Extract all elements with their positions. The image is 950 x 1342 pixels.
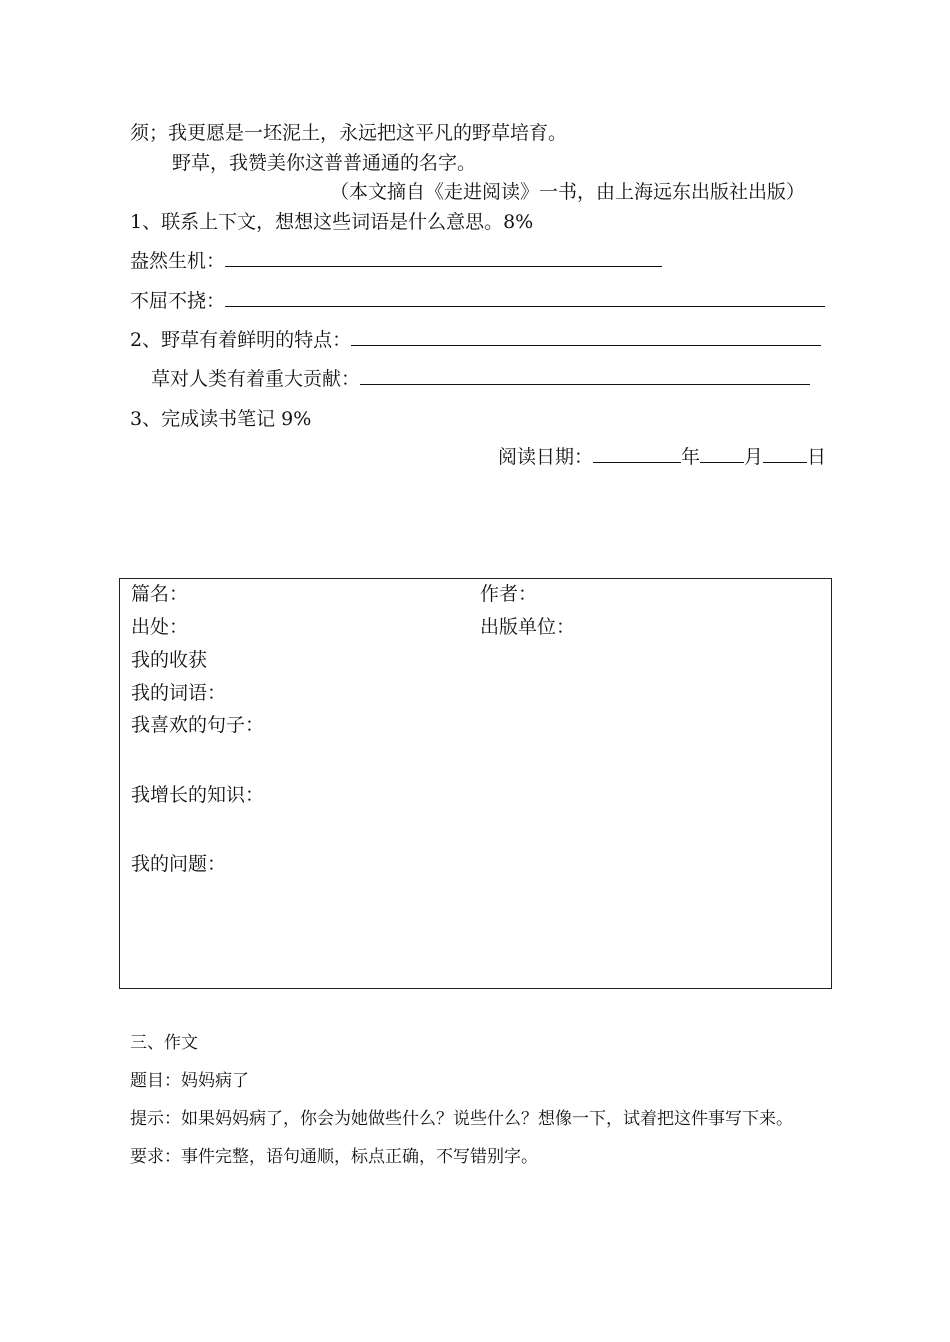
notes-source-label: 出处： [131, 616, 189, 638]
word-1-row [130, 246, 662, 273]
word-1-answer-blank[interactable] [225, 248, 662, 267]
question-2-sub-prompt: 草对人类有着重大贡献： [151, 368, 361, 390]
reading-date-label: 阅读日期： [498, 446, 594, 468]
month-label: 月 [744, 446, 764, 468]
question-2-answer-blank[interactable] [351, 327, 821, 346]
question-2-sub-row [151, 364, 810, 391]
question-2-sub-answer-blank[interactable] [360, 366, 810, 385]
day-label: 日 [807, 446, 827, 468]
reading-notes-box [119, 578, 832, 989]
passage-line-2: 野草，我赞美你这普普通通的名字。 [172, 152, 477, 174]
passage-source: （本文摘自《走进阅读》一书，由上海远东出版社出版） [330, 181, 806, 203]
notes-publisher-label: 出版单位： [480, 616, 576, 638]
question-2-prompt: 2、野草有着鲜明的特点： [130, 329, 352, 351]
notes-title-label: 篇名： [131, 583, 189, 605]
notes-questions-label: 我的问题： [131, 853, 227, 875]
reading-date-row [498, 442, 826, 469]
year-blank[interactable] [593, 444, 681, 463]
word-2-answer-blank[interactable] [225, 288, 825, 307]
question-2-row [130, 325, 821, 352]
word-2-row [130, 286, 825, 313]
question-3-prompt: 3、完成读书笔记 9% [130, 408, 312, 430]
essay-hint: 提示：如果妈妈病了，你会为她做些什么？说些什么？想像一下，试着把这件事写下来。 [130, 1109, 793, 1129]
notes-sentences-label: 我喜欢的句子： [131, 714, 265, 736]
notes-gains-label: 我的收获 [131, 649, 208, 671]
passage-line-1: 须；我更愿是一坯泥土，永远把这平凡的野草培育。 [130, 122, 568, 144]
word-2-label: 不屈不挠： [130, 290, 226, 312]
essay-heading: 三、作文 [130, 1033, 198, 1053]
question-1-prompt: 1、联系上下文，想想这些词语是什么意思。8% [130, 211, 534, 233]
notes-knowledge-label: 我增长的知识： [131, 784, 265, 806]
essay-requirement: 要求：事件完整，语句通顺，标点正确，不写错别字。 [130, 1147, 538, 1167]
notes-words-label: 我的词语： [131, 682, 227, 704]
day-blank[interactable] [763, 444, 807, 463]
month-blank[interactable] [700, 444, 744, 463]
year-label: 年 [681, 446, 701, 468]
word-1-label: 盎然生机： [130, 250, 226, 272]
essay-topic: 题目：妈妈病了 [130, 1071, 249, 1091]
notes-author-label: 作者： [480, 583, 538, 605]
